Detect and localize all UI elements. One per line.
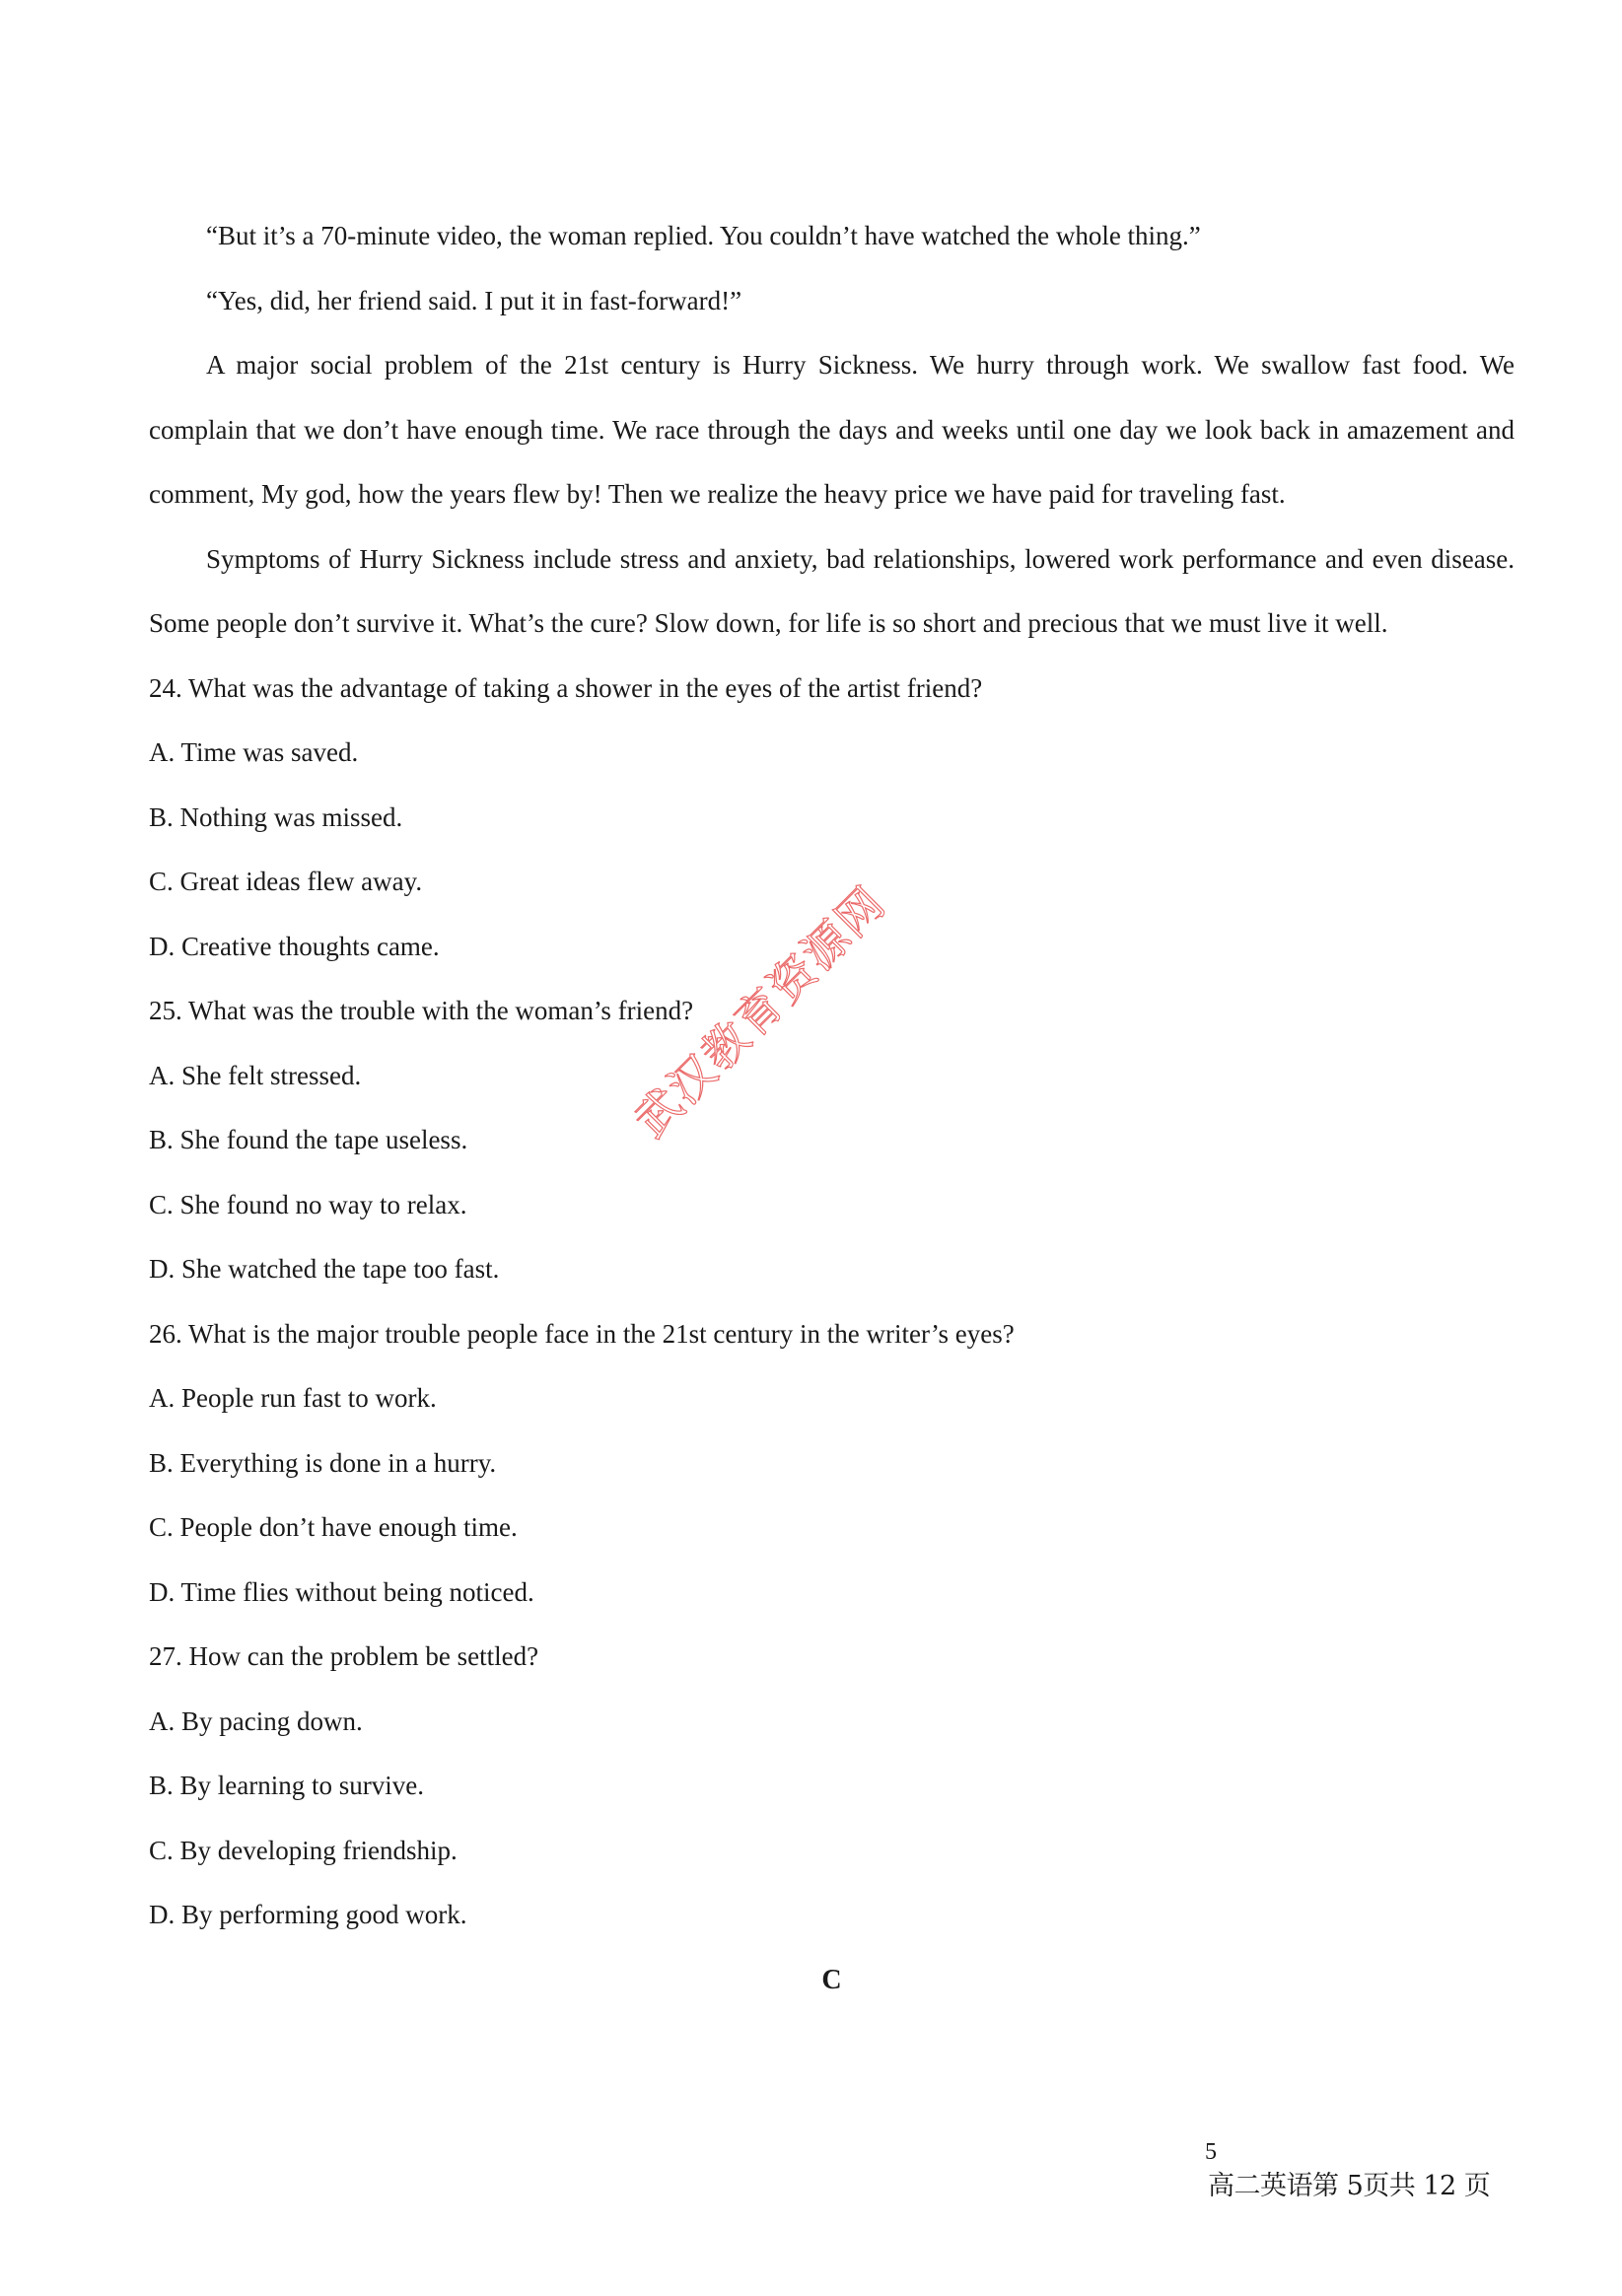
page-number: 5 bbox=[1205, 2139, 1217, 2165]
answer-option: C. By developing friendship. bbox=[149, 1835, 458, 1865]
question-stem: 25. What was the trouble with the woman’s friend? bbox=[149, 996, 694, 1025]
answer-option: B. Everything is done in a hurry. bbox=[149, 1447, 497, 1478]
answer-option: A. She felt stressed. bbox=[149, 1060, 362, 1090]
answer-option: A. People run fast to work. bbox=[149, 1383, 437, 1413]
answer-option: C. Great ideas flew away. bbox=[149, 867, 423, 896]
answer-option: A. By pacing down. bbox=[149, 1705, 363, 1736]
passage-paragraph: Symptoms of Hurry Sickness include stress and anxiety, bad relationships, lowered work performance and even disease. Some people don’t survive it. What’s the cure? Slow down, for life is so short and precious that we must live it well. bbox=[149, 543, 1515, 638]
watermark: 武汉教育资源网 bbox=[623, 875, 896, 1148]
question-26 bbox=[149, 1302, 1515, 1626]
answer-option: C. People don’t have enough time. bbox=[149, 1512, 518, 1542]
page-footer-label: 高二英语第 5页共 12 页 bbox=[1208, 2171, 1491, 2201]
answer-option: D. Time flies without being noticed. bbox=[149, 1576, 534, 1607]
answer-option: D. She watched the tape too fast. bbox=[149, 1254, 500, 1284]
answer-option: B. She found the tape useless. bbox=[149, 1125, 468, 1154]
question-27 bbox=[149, 1625, 1515, 1948]
answer-option: D. Creative thoughts came. bbox=[149, 931, 440, 961]
question-stem: 26. What is the major trouble people face in the 21st century in the writer’s eyes? bbox=[149, 1318, 1015, 1349]
answer-option: B. Nothing was missed. bbox=[149, 801, 403, 832]
exam-page-body bbox=[149, 204, 1515, 2012]
answer-option: C. She found no way to relax. bbox=[149, 1189, 467, 1219]
passage-line: “Yes, did, her friend said. I put it in fast-forward!” bbox=[206, 285, 742, 315]
question-stem: 27. How can the problem be settled? bbox=[149, 1641, 539, 1671]
passage-line: “But it’s a 70-minute video, the woman replied. You couldn’t have watched the whole thing.” bbox=[206, 221, 1201, 250]
answer-option: B. By learning to survive. bbox=[149, 1771, 424, 1800]
answer-option: D. By performing good work. bbox=[149, 1900, 467, 1929]
question-25 bbox=[149, 979, 1515, 1302]
section-heading: C bbox=[821, 1964, 842, 1995]
passage-paragraph: A major social problem of the 21st century is Hurry Sickness. We hurry through work. We swallow fast food. We complain that we don’t have enough time. We race through the days and weeks until one day we look back in amazement and comment, My god, how the years flew by! Then we realize the heavy price we have paid for traveling fast. bbox=[149, 350, 1515, 509]
question-stem: 24. What was the advantage of taking a shower in the eyes of the artist friend? bbox=[149, 672, 983, 703]
answer-option: A. Time was saved. bbox=[149, 737, 359, 767]
